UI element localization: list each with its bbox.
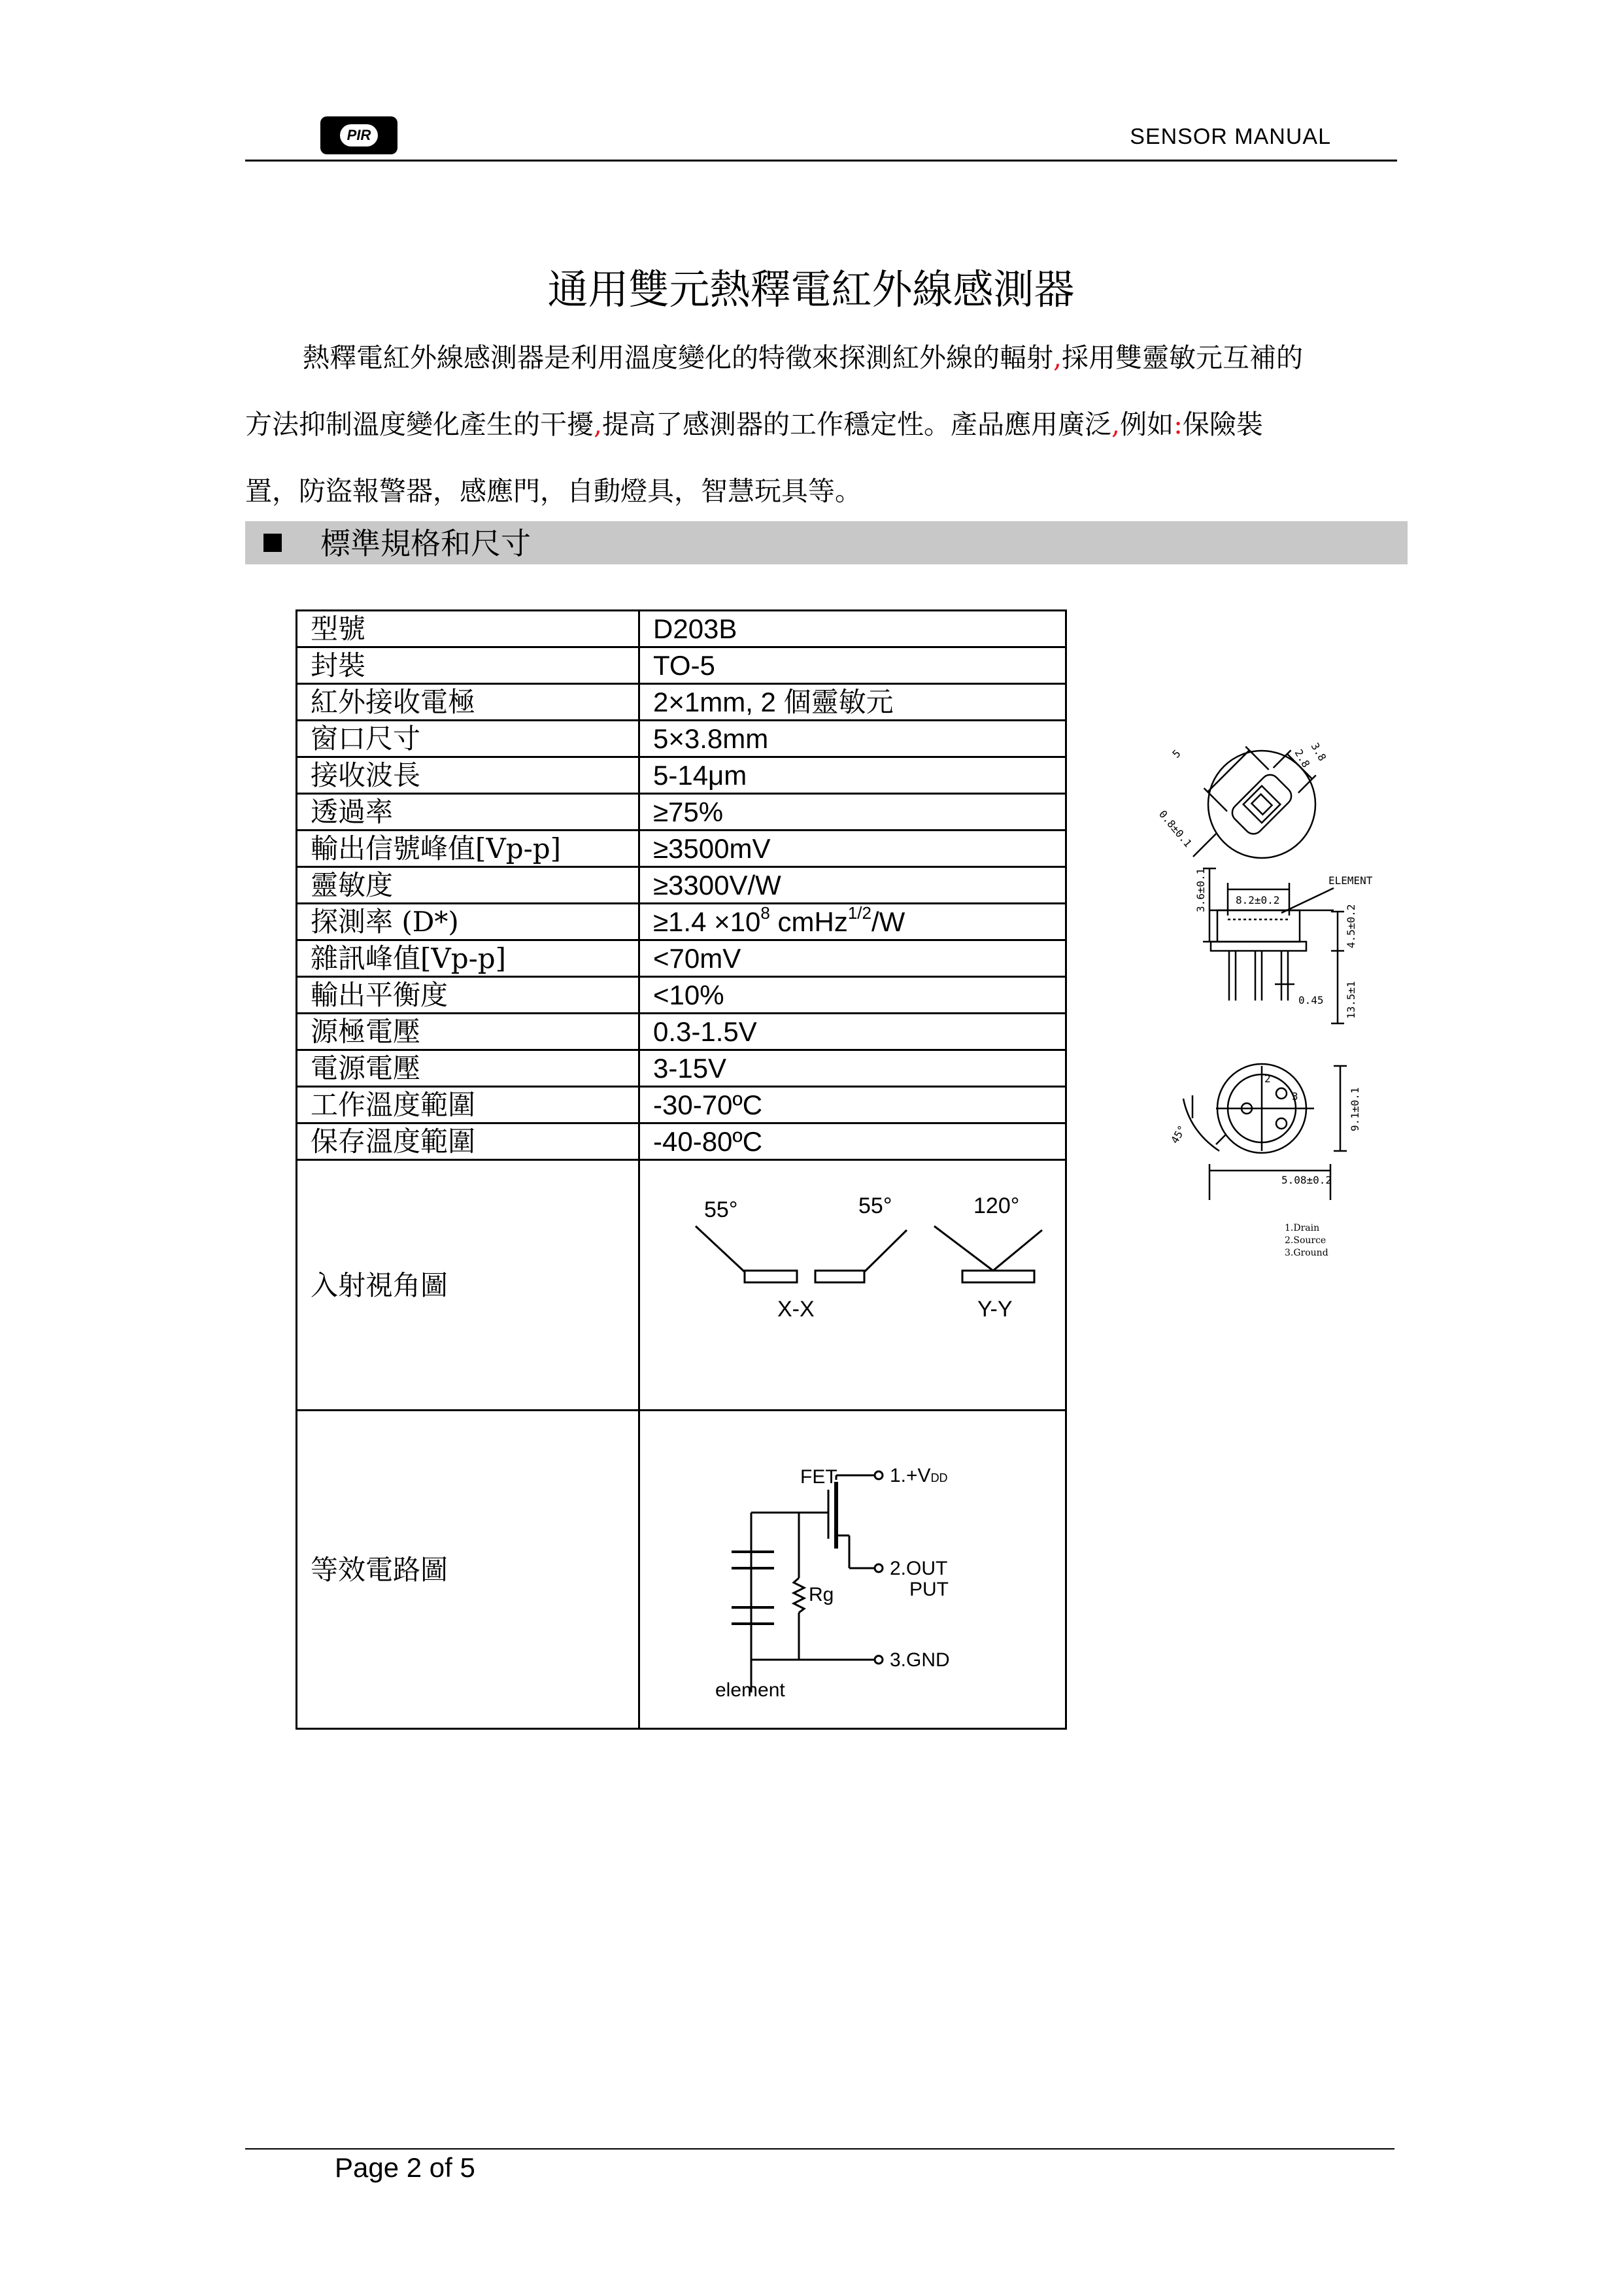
header-divider [245,160,1397,162]
fet-label: FET [800,1466,837,1488]
spec-value: ≥3300V/W [639,867,1066,904]
spec-label: 探測率 (D*) [297,904,639,940]
element-label: element [715,1679,785,1701]
spec-label: 保存溫度範圍 [297,1123,639,1160]
table-row [297,977,1066,1014]
pin-2-label: 2 [1264,1072,1271,1085]
spec-value: 0.3-1.5V [639,1014,1066,1050]
table-row [297,940,1066,977]
dim-0-8: 0.8±0.1 [1156,808,1194,850]
table-row [297,1123,1066,1160]
header-title: SENSOR MANUAL [1130,124,1331,149]
angle-right-label: 120° [973,1193,1020,1218]
spec-value: <70mV [639,940,1066,977]
table-row [297,611,1066,647]
legend-source: 2.Source [1285,1235,1326,1246]
fov-diagram [640,1161,1065,1409]
axis-yy-label: Y-Y [977,1297,1013,1322]
dim-13-5: 13.5±1 [1345,981,1357,1019]
circuit-diagram [640,1411,1065,1728]
spec-label: 輸出信號峰值[Vp-p] [297,831,639,867]
table-row [297,904,1066,940]
table-row [297,1050,1066,1087]
pin2-label-a: 2.OUT [890,1558,948,1579]
dim-8-2: 8.2±0.2 [1236,894,1280,906]
dim-4-5: 4.5±0.2 [1345,904,1357,948]
table-row [297,831,1066,867]
table-row [297,647,1066,684]
page-number: Page 2 of 5 [335,2152,475,2183]
dim-5-08: 5.08±0.2 [1281,1174,1332,1186]
table-row [297,721,1066,757]
table-row [297,757,1066,794]
section-bullet [263,534,282,552]
spec-value: 5-14μm [639,757,1066,794]
dim-0-45: 0.45 [1298,994,1324,1006]
spec-value: D203B [639,611,1066,647]
dim-5: 5 [1170,747,1183,761]
fov-label: 入射視角圖 [297,1160,639,1411]
table-row [297,1014,1066,1050]
spec-value: -40-80ºC [639,1123,1066,1160]
legend-ground: 3.Ground [1285,1248,1328,1258]
table-row [297,684,1066,721]
spec-label: 靈敏度 [297,867,639,904]
intro-line-3: 置，防盜報警器，感應門，自動燈具，智慧玩具等。 [245,475,862,507]
dim-3-8: 3.8 [1308,740,1329,764]
spec-table [296,609,1067,1730]
spec-value: 5×3.8mm [639,721,1066,757]
table-row-circuit [297,1411,1066,1729]
pin3-label: 3.GND [890,1649,950,1671]
fov-diagram-cell [639,1160,1066,1411]
spec-value: 3-15V [639,1050,1066,1087]
section-title: 標準規格和尺寸 [320,526,531,561]
dim-9-1: 9.1±0.1 [1349,1087,1361,1131]
spec-label: 源極電壓 [297,1014,639,1050]
element-callout: ELEMENT [1328,874,1373,887]
table-row [297,794,1066,831]
circuit-label: 等效電路圖 [297,1411,639,1729]
table-row [297,867,1066,904]
pin2-label-b: PUT [909,1579,949,1600]
spec-value: ≥3500mV [639,831,1066,867]
spec-label: 型號 [297,611,639,647]
page-title: 通用雙元熱釋電紅外線感測器 [547,266,1075,313]
spec-value: TO-5 [639,647,1066,684]
spec-value: -30-70ºC [639,1087,1066,1123]
intro-line-1: 熱釋電紅外線感測器是利用溫度變化的特徵來探測紅外線的輻射,採用雙靈敏元互補的 [303,342,1304,373]
spec-label: 接收波長 [297,757,639,794]
dim-45-deg: 45° [1168,1123,1189,1146]
circuit-diagram-cell [639,1411,1066,1729]
rg-label: Rg [809,1584,834,1605]
angle-left-label: 55° [704,1197,738,1222]
dim-3-6: 3.6±0.1 [1194,868,1207,912]
spec-label: 紅外接收電極 [297,684,639,721]
logo [320,116,397,154]
spec-label: 工作溫度範圍 [297,1087,639,1123]
spec-label: 電源電壓 [297,1050,639,1087]
spec-value: <10% [639,977,1066,1014]
spec-label: 封裝 [297,647,639,684]
footer-divider [245,2148,1394,2150]
legend-drain: 1.Drain [1285,1223,1320,1233]
dim-2-8: 2.8 [1292,747,1313,770]
spec-label: 雜訊峰值[Vp-p] [297,940,639,977]
spec-label: 窗口尺寸 [297,721,639,757]
axis-xx-label: X-X [777,1297,815,1322]
spec-label: 透過率 [297,794,639,831]
spec-value: 2×1mm, 2 個靈敏元 [639,684,1066,721]
spec-label: 輸出平衡度 [297,977,639,1014]
intro-line-2: 方法抑制溫度變化產生的干擾,提高了感測器的工作穩定性。產品應用廣泛,例如:保險裝 [245,409,1263,440]
logo-text: PIR [340,124,378,146]
pin1-label: 1.+VDD [890,1465,948,1486]
dimension-drawing [1144,726,1406,1269]
table-row [297,1087,1066,1123]
pin-3-label: 3 [1292,1090,1298,1103]
spec-value: ≥75% [639,794,1066,831]
angle-mid-label: 55° [858,1193,892,1218]
table-row-fov [297,1160,1066,1411]
spec-value: $\ge 1.4 \times 10^8$ cmHz$^{1/2}$/W [639,904,1066,940]
